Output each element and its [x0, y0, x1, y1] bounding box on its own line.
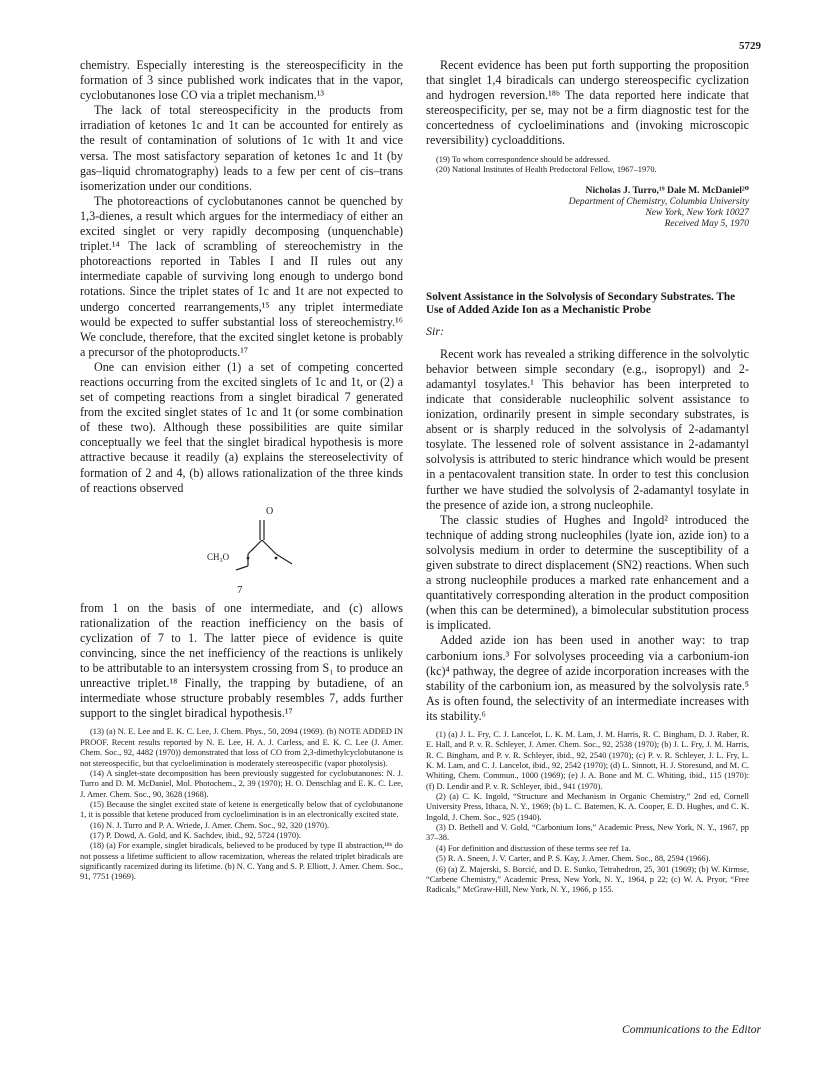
- footnote: (6) (a) Z. Majerski, S. Borcić, and D. E. Sunko, Tetrahedron, 25, 301 (1969); (b) W. Kirmse, “Carbene Chemistry,” Academic Press, New York, N. Y., 1964, p 22; (c) W. A. Pryor, “Free Radicals,” McGraw-Hill, New York, N. Y., 1966, p 155.: [426, 864, 749, 895]
- received-date: Received May 5, 1970: [664, 219, 749, 230]
- oxygen-atom-label: O: [266, 505, 274, 517]
- paragraph: Added azide ion has been used in another way: to trap carbonium ions.³ For solvolyses proceeding via a carbonium-ion (kc)⁴ pathway, the degree of azide incorporation increases with the stability of the carbonium ion, as measured by the solvolysis rate.⁵ As is often found, the selectivity of an intermediate increases with its stability.⁶: [426, 633, 749, 723]
- footnote: (18) (a) For example, singlet biradicals, believed to be produced by type II abstraction,¹⁸ᵇ do not possess a lifetime sufficient to allow racemization, whereas the related triplet biradicals are significantly racemized during its lifetime. (b) N. C. Yang and S. P. Elliott, J. Amer. Chem. Soc., 91, 7751 (1969).: [80, 841, 403, 882]
- footnote: (16) N. J. Turro and P. A. Wriede, J. Amer. Chem. Soc., 92, 320 (1970).: [90, 820, 330, 830]
- footnote: (3) D. Bethell and V. Gold, “Carbonium Ions,” Academic Press, New York, N. Y., 1967, pp 37–38.: [426, 823, 749, 843]
- paragraph: from 1 on the basis of one intermediate, and (c) allows rationalization of the reaction inefficiency on the basis of cyclization of 7 to 1. The latter piece of evidence is quite convincing, since the net inefficiency of the reactions is unlikely to be attributable to an intersystem crossing from S₁ to produce an unreactive triplet.¹⁸ Finally, the trapping by butadiene, of an intermediate whose structure probably resembles 7, adds further support to the singlet biradical hypothesis.¹⁷: [80, 600, 403, 721]
- author-department: Department of Chemistry, Columbia University: [568, 196, 749, 207]
- chemical-structure-7: [80, 498, 403, 598]
- footnote: (17) P. Dowd, A. Gold, and K. Sachdev, ibid., 92, 5724 (1970).: [90, 830, 301, 840]
- footnote: (19) To whom correspondence should be addressed.: [436, 154, 610, 164]
- right-column: [426, 58, 749, 896]
- footnote: (14) A singlet-state decomposition has been previously suggested for cyclobutanones: N. J. Turro and D. M. McDaniel, Mol. Photochem., 2, 39 (1970); H. O. Denschlag and E. K. C. Lee, J. Amer. Chem. Soc., 90, 3628 (1968).: [80, 768, 403, 799]
- author-names: Nicholas J. Turro,¹⁹ Dale M. McDaniel²⁰: [585, 185, 749, 197]
- footnote: (4) For definition and discussion of these terms see ref 1a.: [436, 843, 631, 853]
- author-signature-block: [426, 185, 749, 231]
- paragraph: The classic studies of Hughes and Ingold² introduced the technique of adding strong nucleophiles (lyate ion, azide ion) to a solvolysis medium in order to determine the susceptibility of a given substrate to direct displacement (SN2) reactions. When such a strong nucleophile produces a marked rate enhancement and a quantitatively corresponding alteration in the product composition (when this can be determined), a bimolecular substitution process is implicated.: [426, 512, 749, 633]
- footnote: (2) (a) C. K. Ingold, “Structure and Mechanism in Organic Chemistry,” 2nd ed, Cornell University Press, Ithaca, N. Y., 1969; (b) L. C. Batemen, K. A. Cooper, E. D. Hughes, and C. K. Ingold, J. Chem. Soc., 925 (1940).: [426, 792, 749, 822]
- paragraph: chemistry. Especially interesting is the stereospecificity in the formation of 3 since published work indicates that in the vapor, cyclobutanones lose CO via a triplet mechanism.¹³: [80, 58, 403, 103]
- author-city: New York, New York 10027: [645, 208, 749, 219]
- paragraph: The photoreactions of cyclobutanones cannot be quenched by 1,3-dienes, a result which argues for the intermediacy of either an excited singlet or very rapidly decomposing (unquenchable) triplet.¹⁴ The lack of scrambling of stereochemistry in the photoreactions reported in Tables I and II rules out any intermediate capable of surviving long enough to undergo bond rotations. Since the triplet states of 1c and 1t are not expected to undergo concerted rearrangements,¹⁵ any triplet intermediate would be expected to suffer substantial loss of stereochemistry.¹⁶ We conclude, therefore, that the excited singlet ketone is probably a precursor of the photoproducts.¹⁷: [80, 193, 403, 359]
- footnote: (5) R. A. Sneen, J. V. Carter, and P. S. Kay, J. Amer. Chem. Soc., 88, 2594 (1966).: [436, 854, 711, 864]
- footnote: (13) (a) N. E. Lee and E. K. C. Lee, J. Chem. Phys., 50, 2094 (1969). (b) NOTE ADDED IN PROOF. Recent results reported by N. E. Lee, H. A. J. Carless, and E. K. C. Lee (J. Amer. Chem. Soc., 92, 4482 (1970)) demonstrated that loss of CO from 2,3-dimethylcyclobutanone is not stereospecific, but that cycloelimination is moderately stereospecific (vapor photolysis).: [80, 727, 403, 768]
- paragraph: Recent work has revealed a striking difference in the solvolytic behavior between simple secondary (e.g., isopropyl) and 2-adamantyl tosylates.¹ This behavior has been interpreted to indicate that considerable nucleophilic solvent assistance to ionization, ordinarily present in simple secondary substrates, is absent or is sharply reduced in the solvolysis of 2-adamantyl tosylate. The lessened role of solvent assistance in 2-adamantyl solvolysis is attributed to steric hindrance which would be present in a pentacovalent transition state. In order to test this conclusion further we have studied the solvolysis of 2-adamantyl tosylate in the presence of azide ion, a strong nucleophile.: [426, 346, 749, 512]
- salutation: Sir:: [426, 323, 444, 338]
- page-number: 5729: [739, 40, 761, 52]
- compound-number-label: 7: [237, 583, 243, 596]
- biradical-structure-drawing: [190, 498, 300, 588]
- journal-section-footer: Communications to the Editor: [622, 1024, 761, 1036]
- footnote: (1) (a) J. L. Fry, C. J. Lancelot, L. K. M. Lam, J. M. Harris, R. C. Bingham, D. J. Raber, R. E. Hall, and P. v. R. Schleyer, J. Amer. Chem. Soc., 92, 2538 (1970); (b) J. L. Fry, J. M. Harris, R. C. Bingham, and P. v. R. Schleyer, ibid., 92, 2540 (1970); (c) P. v. R. Schleyer, J. L. Fry, L. K. M. Lam, and C. J. Lancelot, ibid., 92, 2542 (1970); (d) L. Sinnott, H. J. Storesund, and M. C. Whiting, Chem. Commun., 1000 (1969); (e) J. A. Bone and M. C. Whiting, ibid., 115 (1970): (f) D. Lendir and P. v. R. Schleyer, ibid., 941 (1970).: [426, 730, 749, 791]
- methoxy-label: CH₃O: [207, 551, 230, 562]
- paragraph: One can envision either (1) a set of competing concerted reactions occurring from the excited singlets of 1c and 1t, or (2) a set of competing reactions from a singlet biradical 7 generated from the excited singlet states of 1c and 1t (or some combination of these two). Although these possibilities are quite similar conceptually we feel that the singlet biradical hypothesis is more attractive because it readily (a) explains the stereoselectivity of formation of 2 and 4, (b) allows rationalization of the three kinds of reactions observed: [80, 359, 403, 495]
- paragraph: The lack of total stereospecificity in the products from irradiation of ketones 1c and 1t can be accounted for entirely as the result of contamination of solutions of 1c with 1t and vice versa. The most satisfactory separation of ketones 1c and 1t (by gas–liquid chromatography) leads to a few per cent of cis–trans isomerization under our conditions.: [80, 103, 403, 193]
- article-title: Solvent Assistance in the Solvolysis of Secondary Substrates. The Use of Added Azide Ion as a Mechanistic Probe: [426, 290, 736, 317]
- left-column: [80, 58, 403, 883]
- footnote: (15) Because the singlet excited state of ketene is energetically below that of cyclobutanone 1, it is possible that ketene produced from cycloelimination is in an electronically excited state.: [80, 799, 403, 820]
- paragraph: Recent evidence has been put forth supporting the proposition that singlet 1,4 biradicals can undergo stereospecific cyclization and hydrogen reversion.¹⁸ᵇ The data reported here indicate that stereospecificity, per se, may not be a firm diagnostic test for the concertedness of cycloeliminations and (invoking microscopic reversibility) cycloadditions.: [426, 58, 749, 148]
- footnote: (20) National Institutes of Health Predoctoral Fellow, 1967–1970.: [436, 164, 657, 174]
